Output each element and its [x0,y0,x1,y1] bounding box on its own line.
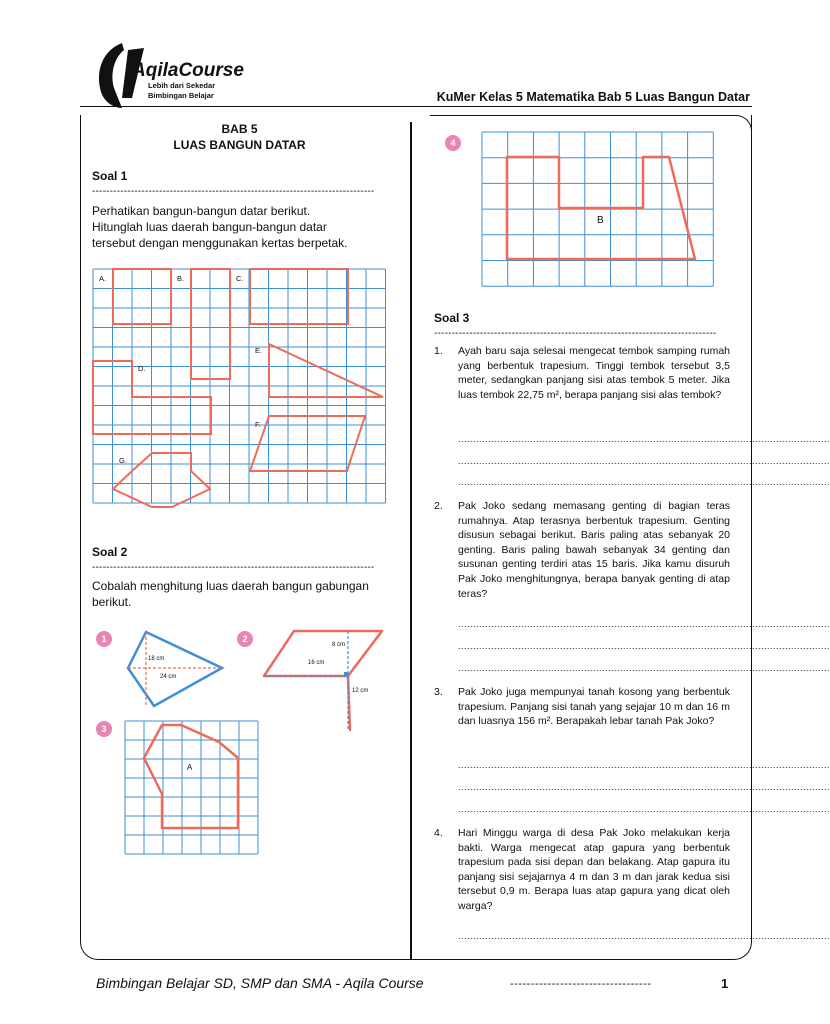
q2-number: 2. [434,500,443,512]
figure-badge-3: 3 [96,721,112,737]
soal2-divider: -------------------------------------------------------------------------------- [92,562,375,573]
figure-1-kite [126,630,226,708]
tagline-2: Bimbingan Belajar [148,91,214,100]
soal2-heading: Soal 2 [92,545,128,559]
q2-answer-line-2[interactable]: ............................................................................................................................ [458,641,830,651]
fig2-m3: 12 cm [352,688,369,694]
soal3-divider: -------------------------------------------------------------------------------- [434,328,717,339]
soal2-line-1: Cobalah menghitung luas daerah bangun gabungan [92,579,369,593]
soal1-line-1: Perhatikan bangun-bangun datar berikut. [92,204,311,218]
q1-text: Ayah baru saja selesai mengecat tembok samping rumah yang berbentuk trapesium. Tinggi tembok tersebut 3,5 meter, sedangkan panjang sisi atas tembok 5 meter. Jika luas tembok 22,75 m², berapa panjang sisi alas tembok? [458,345,730,401]
figure-badge-4: 4 [445,135,461,151]
fig1-diag-1: 18 cm [148,656,165,662]
q4-answer-line-1[interactable]: ............................................................................................................................ [458,931,830,941]
q3-answer-line-1[interactable]: ............................................................................................................................ [458,760,830,770]
brand-name: AqilaCourse [132,60,244,81]
q3-text: Pak Joko juga mempunyai tanah kosong yang berbentuk trapesium. Panjang sisi tanah yang sejajar 10 m dan 16 m dan luasnya 156 m². Berapakah lebar tanah Pak Joko? [458,686,730,728]
q1-answer-line-3[interactable]: ............................................................................................................................ [458,477,830,487]
fig3-label: A [187,763,193,772]
page-number: 1 [721,976,729,991]
soal1-line-2: Hitunglah luas daerah bangun-bangun datar [92,220,327,234]
soal3-heading: Soal 3 [434,311,470,325]
header-rule [80,106,752,107]
q3-number: 3. [434,686,443,698]
label-d: D. [138,364,146,373]
shape-g [113,453,210,507]
q1-number: 1. [434,345,443,357]
label-e: E. [255,346,263,355]
column-divider [410,122,412,960]
fig2-m2: 16 cm [308,660,325,666]
figure-3-grid-shape [124,720,260,856]
footer-dashes: ---------------------------------- [510,978,652,990]
soal1-heading: Soal 1 [92,169,128,183]
q2-answer-line-1[interactable]: ............................................................................................................................ [458,619,830,629]
q3-answer-line-2[interactable]: ............................................................................................................................ [458,782,830,792]
header-title: KuMer Kelas 5 Matematika Bab 5 Luas Bangun Datar [436,90,750,104]
q2-answer-line-3[interactable]: ............................................................................................................................ [458,663,830,673]
label-a: A. [99,274,107,283]
figure-4-grid-shape [481,131,721,285]
q1-answer-line-2[interactable]: ............................................................................................................................ [458,456,830,466]
fig2-m1: 8 cm [332,642,346,648]
figure-badge-2: 2 [237,631,253,647]
label-b: B. [177,274,185,283]
q2-text: Pak Joko sedang memasang genting di bagian teras rumahnya. Atap terasnya berbentuk trapesium. Genting disusun sebagai berikut. Baris paling atas sebanyak 20 genting. Baris paling bawah sebanyak 34 genting dan susunan genting terdiri atas 15 baris. Jika kamu disuruh Pak Joko menghitungnya, berapa banyak genting di atap teras? [458,500,730,600]
figure-2-composite [262,628,386,732]
figure-badge-1: 1 [96,631,112,647]
chapter-title: LUAS BANGUN DATAR [173,138,306,152]
q3-answer-line-3[interactable]: ............................................................................................................................ [458,804,830,814]
label-f: F. [255,420,261,429]
q4-text: Hari Minggu warga di desa Pak Joko melakukan kerja bakti. Warga mengecat atap gapura yang berbentuk trapesium pada sisi depan dan belakang. Atap gapura itu panjang sisi sejajarnya 4 m dan 3 m dan jarak kedua sisi tersebut 0,9 m. Berapa luas atap gapura yang dicat oleh warga? [458,827,730,912]
soal1-grid-figure [93,269,385,509]
fig1-diag-2: 24 cm [160,674,177,680]
soal1-divider: -------------------------------------------------------------------------------- [92,186,375,197]
shape-a [113,269,171,324]
soal1-line-3: tersebut dengan menggunakan kertas berpetak. [92,236,348,250]
footer-text: Bimbingan Belajar SD, SMP dan SMA - Aqila Course [96,975,424,991]
soal2-line-2: berikut. [92,595,132,609]
shape-c [250,269,348,324]
chapter-number: BAB 5 [221,122,258,136]
label-g: G. [119,456,127,465]
q4-number: 4. [434,827,443,839]
fig4-label: B [597,215,604,226]
tagline-1: Lebih dari Sekedar [148,81,216,90]
q1-answer-line-1[interactable]: ............................................................................................................................ [458,434,830,444]
label-c: C. [236,274,244,283]
